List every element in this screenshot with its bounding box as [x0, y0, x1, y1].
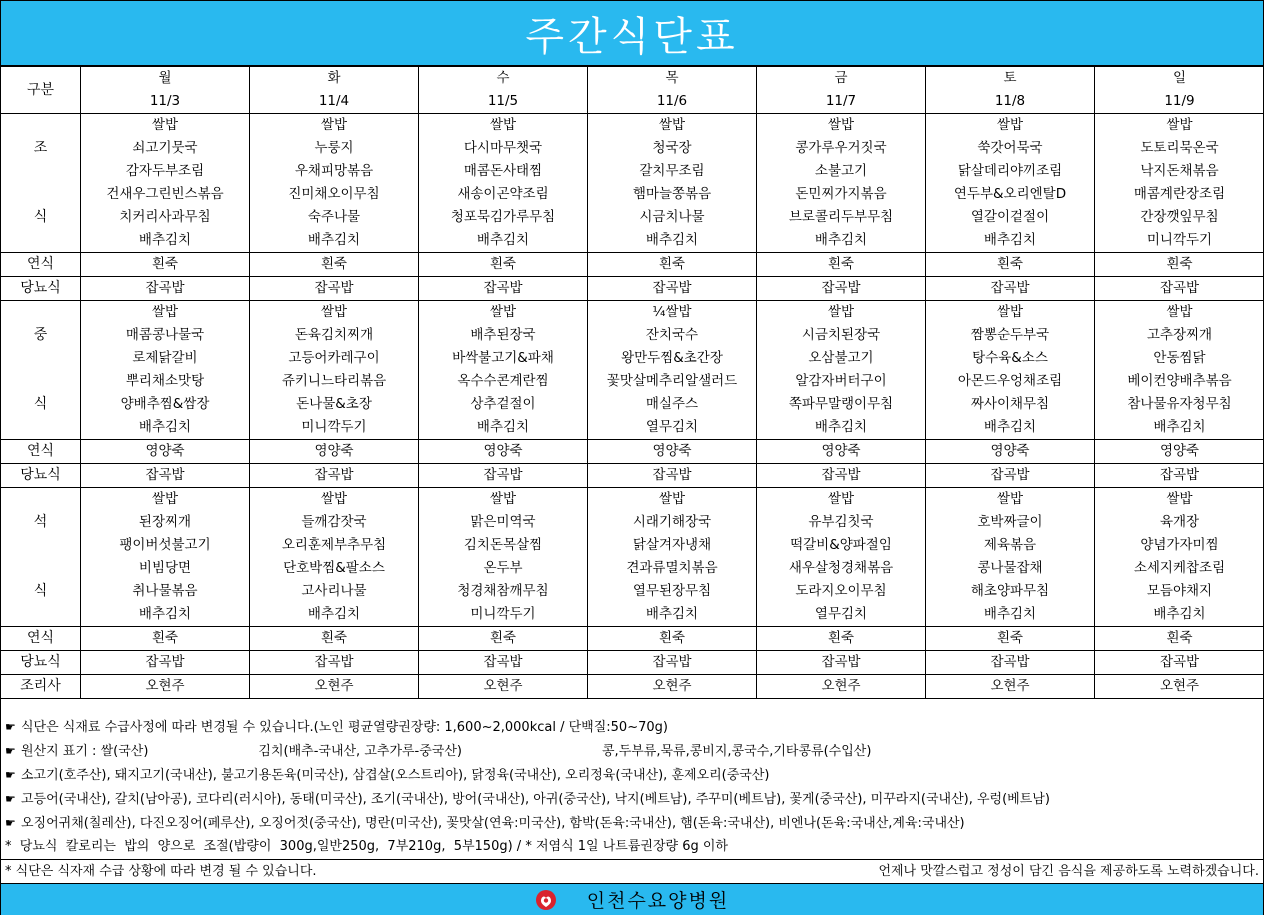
menu-item: 쌀밥	[757, 488, 926, 512]
menu-item: 매실주스	[588, 393, 757, 416]
menu-item: 고추장찌개	[1095, 324, 1264, 347]
diabetic-item: 잡곡밥	[419, 277, 588, 301]
diabetic-label: 당뇨식	[1, 651, 81, 675]
diabetic-label: 당뇨식	[1, 277, 81, 301]
menu-item: 숙주나물	[250, 206, 419, 229]
menu-item: 간장깻잎무침	[1095, 206, 1264, 229]
cook-name: 오현주	[81, 675, 250, 699]
menu-item: 쪽파무말랭이무침	[757, 393, 926, 416]
menu-item: 매콤콩나물국	[81, 324, 250, 347]
diabetic-item: 잡곡밥	[250, 651, 419, 675]
meal-label-bottom: 식	[1, 557, 81, 627]
pointing-hand-icon: ☛	[5, 816, 16, 830]
diabetic-item: 잡곡밥	[419, 651, 588, 675]
liquid-item: 흰죽	[1095, 253, 1264, 277]
menu-item: 쌀밥	[419, 301, 588, 325]
menu-item: 미니깍두기	[419, 603, 588, 627]
table-row	[1, 416, 1264, 440]
menu-item: 새우살청경채볶음	[757, 557, 926, 580]
menu-item: 상추겉절이	[419, 393, 588, 416]
menu-item: 누룽지	[250, 137, 419, 160]
table-row	[1, 277, 1264, 301]
diabetic-item: 잡곡밥	[757, 651, 926, 675]
note-text: 소고기(호주산), 돼지고기(국내산), 불고기용돈육(미국산), 삼겹살(오스트리아), 닭정육(국내산), 오리정육(국내산), 훈제오리(중국산)	[21, 768, 770, 783]
menu-item: 꽃맛살메추리알샐러드	[588, 370, 757, 393]
note-row	[1, 835, 1263, 859]
liquid-label: 연식	[1, 627, 81, 651]
liquid-item: 영양죽	[250, 440, 419, 464]
table-row	[1, 603, 1264, 627]
table-row	[1, 90, 1264, 114]
liquid-item: 흰죽	[1095, 627, 1264, 651]
menu-item: 호박짜글이	[926, 511, 1095, 534]
menu-item: 안동찜닭	[1095, 347, 1264, 370]
table-row	[1, 511, 1264, 534]
menu-item: ¼쌀밥	[588, 301, 757, 325]
menu-item: 쌀밥	[250, 114, 419, 138]
table-row	[1, 488, 1264, 512]
menu-item: 단호박찜&팔소스	[250, 557, 419, 580]
menu-item: 바싹불고기&파채	[419, 347, 588, 370]
menu-item: 돈민찌가지볶음	[757, 183, 926, 206]
menu-item: 양념가자미찜	[1095, 534, 1264, 557]
date-header: 11/8	[926, 90, 1095, 114]
day-header: 화	[250, 67, 419, 91]
meal-label-top: 석	[1, 488, 81, 558]
menu-item: 치커리사과무침	[81, 206, 250, 229]
pointing-hand-icon: ☛	[5, 720, 16, 734]
meal-label-bottom: 식	[1, 183, 81, 253]
menu-item: 알감자버터구이	[757, 370, 926, 393]
table-row	[1, 253, 1264, 277]
menu-item: 온두부	[419, 557, 588, 580]
note-row	[1, 739, 1263, 763]
menu-item: 청포묵김가루무침	[419, 206, 588, 229]
menu-item: 햄마늘쫑볶음	[588, 183, 757, 206]
menu-item: 떡갈비&양파절임	[757, 534, 926, 557]
diabetic-item: 잡곡밥	[1095, 464, 1264, 488]
menu-item: 낙지돈채볶음	[1095, 160, 1264, 183]
menu-item: 쌀밥	[419, 114, 588, 138]
menu-item: 쌀밥	[1095, 114, 1264, 138]
table-row	[1, 440, 1264, 464]
menu-item: 모듬야채지	[1095, 580, 1264, 603]
liquid-label: 연식	[1, 440, 81, 464]
liquid-item: 흰죽	[419, 627, 588, 651]
menu-item: 닭살겨자냉채	[588, 534, 757, 557]
menu-item: 배추김치	[926, 229, 1095, 253]
liquid-item: 영양죽	[926, 440, 1095, 464]
menu-item: 양배추찜&쌈장	[81, 393, 250, 416]
menu-item: 진미채오이무침	[250, 183, 419, 206]
table-row	[1, 627, 1264, 651]
liquid-item: 영양죽	[757, 440, 926, 464]
meal-label-top: 조	[1, 114, 81, 184]
notes-section	[1, 715, 1263, 859]
menu-item: 배추김치	[81, 229, 250, 253]
diabetic-item: 잡곡밥	[419, 464, 588, 488]
menu-item: 베이컨양배추볶음	[1095, 370, 1264, 393]
date-header: 11/7	[757, 90, 926, 114]
liquid-label: 연식	[1, 253, 81, 277]
menu-item: 쌀밥	[1095, 488, 1264, 512]
menu-item: 아몬드우엉채조림	[926, 370, 1095, 393]
table-row	[1, 370, 1264, 393]
menu-item: 짬뽕순두부국	[926, 324, 1095, 347]
menu-item: 쥬키니느타리볶음	[250, 370, 419, 393]
cook-name: 오현주	[250, 675, 419, 699]
menu-item: 배추김치	[1095, 416, 1264, 440]
menu-item: 시금치나물	[588, 206, 757, 229]
table-row	[1, 229, 1264, 253]
table-row	[1, 651, 1264, 675]
menu-item: 된장찌개	[81, 511, 250, 534]
liquid-item: 흰죽	[926, 627, 1095, 651]
day-header: 목	[588, 67, 757, 91]
menu-item: 쌀밥	[81, 114, 250, 138]
menu-item: 쌀밥	[419, 488, 588, 512]
menu-item: 브로콜리두부무침	[757, 206, 926, 229]
menu-item: 해초양파무침	[926, 580, 1095, 603]
menu-item: 배추김치	[926, 416, 1095, 440]
menu-item: 유부김칫국	[757, 511, 926, 534]
menu-item: 도토리묵온국	[1095, 137, 1264, 160]
menu-item: 갈치무조림	[588, 160, 757, 183]
menu-item: 콩가루우거짓국	[757, 137, 926, 160]
menu-item: 쌀밥	[757, 301, 926, 325]
menu-item: 배추김치	[757, 229, 926, 253]
day-header: 월	[81, 67, 250, 91]
diabetic-note: * 당뇨식 칼로리는 밥의 양으로 조절(밥량이 300g,일반250g, 7부210g, 5부150g) / * 저염식 1일 나트륨권장량 6g 이하	[5, 839, 728, 854]
table-row	[1, 675, 1264, 699]
menu-item: 오삼불고기	[757, 347, 926, 370]
menu-item: 미니깍두기	[1095, 229, 1264, 253]
diabetic-item: 잡곡밥	[1095, 651, 1264, 675]
menu-item: 새송이곤약조림	[419, 183, 588, 206]
liquid-item: 영양죽	[1095, 440, 1264, 464]
note-row	[1, 715, 1263, 739]
day-header: 토	[926, 67, 1095, 91]
menu-item: 배추김치	[419, 229, 588, 253]
menu-item: 매콤돈사태찜	[419, 160, 588, 183]
menu-item: 취나물볶음	[81, 580, 250, 603]
menu-item: 시래기해장국	[588, 511, 757, 534]
date-header: 11/3	[81, 90, 250, 114]
menu-item: 고등어카레구이	[250, 347, 419, 370]
diabetic-item: 잡곡밥	[588, 464, 757, 488]
table-row	[1, 114, 1264, 138]
cook-name: 오현주	[757, 675, 926, 699]
menu-item: 배추김치	[250, 229, 419, 253]
menu-item: 쇠고기뭇국	[81, 137, 250, 160]
table-row	[1, 557, 1264, 580]
footer-banner	[1, 883, 1263, 915]
menu-item: 청경채참깨무침	[419, 580, 588, 603]
menu-item: 열무김치	[588, 416, 757, 440]
liquid-item: 흰죽	[250, 627, 419, 651]
diabetic-item: 잡곡밥	[588, 277, 757, 301]
menu-item: 배추김치	[81, 603, 250, 627]
diabetic-item: 잡곡밥	[81, 277, 250, 301]
menu-item: 배추김치	[250, 603, 419, 627]
menu-item: 뿌리채소맛탕	[81, 370, 250, 393]
menu-item: 견과류멸치볶음	[588, 557, 757, 580]
meal-label-top: 중	[1, 301, 81, 371]
liquid-item: 흰죽	[81, 253, 250, 277]
diabetic-label: 당뇨식	[1, 464, 81, 488]
diabetic-item: 잡곡밥	[81, 464, 250, 488]
menu-item: 소불고기	[757, 160, 926, 183]
day-header: 일	[1095, 67, 1264, 91]
diabetic-item: 잡곡밥	[1095, 277, 1264, 301]
menu-item: 배추김치	[588, 603, 757, 627]
menu-item: 배추김치	[588, 229, 757, 253]
liquid-item: 흰죽	[419, 253, 588, 277]
change-notice: * 식단은 식자재 수급 상황에 따라 변경 될 수 있습니다.	[5, 864, 317, 879]
diabetic-item: 잡곡밥	[757, 277, 926, 301]
table-row	[1, 160, 1264, 183]
menu-item: 열무김치	[757, 603, 926, 627]
menu-item: 잔치국수	[588, 324, 757, 347]
diabetic-item: 잡곡밥	[757, 464, 926, 488]
menu-item: 배추김치	[757, 416, 926, 440]
closing-message: 언제나 맛깔스럽고 정성이 담긴 음식을 제공하도록 노력하겠습니다.	[878, 864, 1259, 879]
menu-item: 열갈이겉절이	[926, 206, 1095, 229]
menu-item: 탕수육&소스	[926, 347, 1095, 370]
weekly-menu-table	[0, 66, 1264, 699]
table-row	[1, 347, 1264, 370]
menu-item: 김치돈목살찜	[419, 534, 588, 557]
table-row	[1, 301, 1264, 325]
menu-item: 배추김치	[1095, 603, 1264, 627]
menu-item: 청국장	[588, 137, 757, 160]
menu-item: 소세지케찹조림	[1095, 557, 1264, 580]
table-row	[1, 534, 1264, 557]
menu-item: 우채피망볶음	[250, 160, 419, 183]
menu-item: 쌀밥	[1095, 301, 1264, 325]
date-header: 11/4	[250, 90, 419, 114]
menu-item: 도라지오이무침	[757, 580, 926, 603]
liquid-item: 흰죽	[588, 253, 757, 277]
meal-label-bottom: 식	[1, 370, 81, 440]
menu-item: 매콤계란장조림	[1095, 183, 1264, 206]
menu-item: 배추김치	[81, 416, 250, 440]
menu-item: 육개장	[1095, 511, 1264, 534]
page-title: 주간식단표	[525, 13, 739, 60]
menu-item: 비빔당면	[81, 557, 250, 580]
diabetic-item: 잡곡밥	[250, 464, 419, 488]
cook-name: 오현주	[1095, 675, 1264, 699]
menu-item: 배추김치	[419, 416, 588, 440]
menu-item: 쌀밥	[250, 488, 419, 512]
title-banner	[1, 1, 1263, 66]
menu-item: 쌀밥	[926, 488, 1095, 512]
menu-item: 오리훈제부추무침	[250, 534, 419, 557]
diabetic-item: 잡곡밥	[81, 651, 250, 675]
hospital-logo-icon	[535, 889, 557, 911]
liquid-item: 흰죽	[250, 253, 419, 277]
note-text: 오징어귀채(칠레산), 다진오징어(페루산), 오징어젓(중국산), 명란(미국산), 꽃맛살(연육:미국산), 함박(돈육:국내산), 햄(돈육:국내산), 비엔나(돈육:국내산,계육:국내산)	[21, 816, 965, 831]
origin-beans: 콩,두부류,묵류,콩비지,콩국수,기타콩류(수입산)	[602, 744, 872, 759]
menu-item: 미니깍두기	[250, 416, 419, 440]
menu-item: 다시마무챗국	[419, 137, 588, 160]
note-text: 고등어(국내산), 갈치(남아공), 코다리(러시아), 동태(미국산), 조기(국내산), 방어(국내산), 아귀(중국산), 낙지(베트남), 주꾸미(베트남), 꽃게(중국산), 미꾸라지(국내산), 우렁(베트남)	[21, 792, 1050, 807]
menu-item: 쌀밥	[926, 114, 1095, 138]
menu-item: 제육볶음	[926, 534, 1095, 557]
diabetic-item: 잡곡밥	[926, 464, 1095, 488]
menu-item: 왕만두찜&초간장	[588, 347, 757, 370]
menu-item: 배추김치	[926, 603, 1095, 627]
liquid-item: 흰죽	[757, 627, 926, 651]
menu-item: 열무된장무침	[588, 580, 757, 603]
diabetic-item: 잡곡밥	[588, 651, 757, 675]
table-row	[1, 580, 1264, 603]
menu-item: 연두부&오리엔탈D	[926, 183, 1095, 206]
origin-rice: 원산지 표기 : 쌀(국산)	[21, 744, 149, 759]
cook-label: 조리사	[1, 675, 81, 699]
liquid-item: 흰죽	[757, 253, 926, 277]
menu-item: 돈육김치찌개	[250, 324, 419, 347]
day-header: 금	[757, 67, 926, 91]
diabetic-item: 잡곡밥	[926, 651, 1095, 675]
pointing-hand-icon: ☛	[5, 768, 16, 782]
diabetic-item: 잡곡밥	[250, 277, 419, 301]
date-header: 11/6	[588, 90, 757, 114]
pointing-hand-icon: ☛	[5, 792, 16, 806]
liquid-item: 흰죽	[926, 253, 1095, 277]
note-row	[1, 787, 1263, 811]
final-note-row	[1, 859, 1263, 884]
table-row	[1, 137, 1264, 160]
liquid-item: 흰죽	[588, 627, 757, 651]
day-header: 수	[419, 67, 588, 91]
menu-item: 배추된장국	[419, 324, 588, 347]
table-row	[1, 324, 1264, 347]
note-row	[1, 811, 1263, 835]
menu-item: 돈나물&초장	[250, 393, 419, 416]
cook-name: 오현주	[926, 675, 1095, 699]
date-header: 11/5	[419, 90, 588, 114]
liquid-item: 영양죽	[419, 440, 588, 464]
note-text: 식단은 식재료 수급사정에 따라 변경될 수 있습니다.(노인 평균열량권장량: 1,600~2,000kcal / 단백질:50~70g)	[21, 720, 668, 735]
menu-item: 쑥갓어묵국	[926, 137, 1095, 160]
menu-item: 고사리나물	[250, 580, 419, 603]
cook-name: 오현주	[588, 675, 757, 699]
menu-item: 로제닭갈비	[81, 347, 250, 370]
diabetic-item: 잡곡밥	[926, 277, 1095, 301]
pointing-hand-icon: ☛	[5, 744, 16, 758]
menu-item: 팽이버섯불고기	[81, 534, 250, 557]
cook-name: 오현주	[419, 675, 588, 699]
liquid-item: 영양죽	[81, 440, 250, 464]
menu-item: 들깨감잣국	[250, 511, 419, 534]
menu-item: 쌀밥	[250, 301, 419, 325]
liquid-item: 영양죽	[588, 440, 757, 464]
menu-item: 쌀밥	[81, 301, 250, 325]
table-row	[1, 183, 1264, 206]
menu-item: 옥수수콘계란찜	[419, 370, 588, 393]
menu-item: 시금치된장국	[757, 324, 926, 347]
menu-item: 쌀밥	[588, 488, 757, 512]
table-row	[1, 464, 1264, 488]
liquid-item: 흰죽	[81, 627, 250, 651]
date-header: 11/9	[1095, 90, 1264, 114]
origin-kimchi: 김치(배추-국내산, 고추가루-중국산)	[258, 744, 462, 759]
menu-item: 쌀밥	[757, 114, 926, 138]
menu-item: 쌀밥	[926, 301, 1095, 325]
table-row	[1, 67, 1264, 91]
note-row	[1, 763, 1263, 787]
table-row	[1, 206, 1264, 229]
menu-item: 참나물유자청무침	[1095, 393, 1264, 416]
menu-item: 쌀밥	[81, 488, 250, 512]
menu-item: 닭살데리야끼조림	[926, 160, 1095, 183]
menu-item: 감자두부조림	[81, 160, 250, 183]
menu-item: 쌀밥	[588, 114, 757, 138]
hospital-name: 인천수요양병원	[586, 890, 730, 912]
menu-item: 짜사이채무침	[926, 393, 1095, 416]
header-label: 구분	[1, 67, 81, 114]
menu-item: 콩나물잡채	[926, 557, 1095, 580]
menu-item: 건새우그린빈스볶음	[81, 183, 250, 206]
table-row	[1, 393, 1264, 416]
menu-item: 맑은미역국	[419, 511, 588, 534]
